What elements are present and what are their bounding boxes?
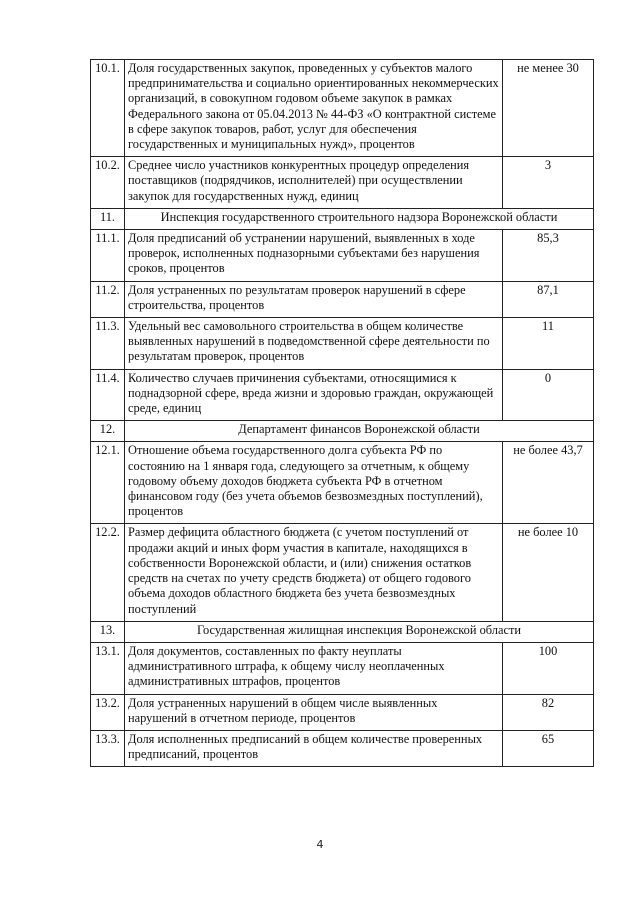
row-number: 11.1. xyxy=(91,230,125,282)
row-number: 11.2. xyxy=(91,281,125,317)
indicator-value: 65 xyxy=(503,730,594,766)
indicator-name: Доля устраненных по результатам проверок нарушений в сфере строительства, процентов xyxy=(125,281,503,317)
section-title: Государственная жилищная инспекция Воронежской области xyxy=(125,621,594,642)
indicator-name: Отношение объема государственного долга субъекта РФ по состоянию на 1 января года, следующего за отчетным, к общему годовому объему доходов бюджета субъекта РФ в отчетном финансовом году (без учета объемов безвозмездных поступлений), процентов xyxy=(125,442,503,524)
indicator-name: Удельный вес самовольного строительства в общем количестве выявленных нарушений в подведомственной сфере деятельности по результатам проверок, процентов xyxy=(125,318,503,370)
row-number: 13. xyxy=(91,621,125,642)
row-number: 13.3. xyxy=(91,730,125,766)
row-number: 11. xyxy=(91,208,125,229)
section-row xyxy=(91,621,594,642)
row-number: 10.2. xyxy=(91,157,125,209)
table-row xyxy=(91,157,594,209)
indicator-name: Среднее число участников конкурентных процедур определения поставщиков (подрядчиков, исполнителей) при осуществлении закупок для государственных нужд, единиц xyxy=(125,157,503,209)
indicator-name: Доля устраненных нарушений в общем числе выявленных нарушений в отчетном периоде, процентов xyxy=(125,694,503,730)
page-number: 4 xyxy=(316,838,324,851)
indicator-value: 11 xyxy=(503,318,594,370)
table-row xyxy=(91,230,594,282)
section-title: Департамент финансов Воронежской области xyxy=(125,421,594,442)
indicator-name: Количество случаев причинения субъектами, относящимися к поднадзорной сфере, вреда жизни и здоровью граждан, окружающей среде, единиц xyxy=(125,369,503,421)
section-row xyxy=(91,421,594,442)
indicator-value: 0 xyxy=(503,369,594,421)
indicator-value: 87,1 xyxy=(503,281,594,317)
row-number: 12.1. xyxy=(91,442,125,524)
indicator-value: не более 10 xyxy=(503,524,594,621)
row-number: 11.4. xyxy=(91,369,125,421)
table-row xyxy=(91,281,594,317)
indicator-value: 3 xyxy=(503,157,594,209)
indicator-value: 82 xyxy=(503,694,594,730)
indicator-name: Доля государственных закупок, проведенных у субъектов малого предпринимательства и социально ориентированных некоммерческих организаций, в совокупном годовом объеме закупок в рамках Федерального закона от 05.04.2013 № 44-ФЗ «О контрактной системе в сфере закупок товаров, работ, услуг для обеспечения государственных и муниципальных нужд», процентов xyxy=(125,60,503,157)
row-number: 13.1. xyxy=(91,642,125,694)
table-row xyxy=(91,694,594,730)
indicator-name: Доля документов, составленных по факту неуплаты административного штрафа, к общему числу неоплаченных административных штрафов, процентов xyxy=(125,642,503,694)
indicator-value: 85,3 xyxy=(503,230,594,282)
indicators-table xyxy=(90,59,594,767)
table-row xyxy=(91,642,594,694)
table-row xyxy=(91,730,594,766)
table-row xyxy=(91,369,594,421)
section-row xyxy=(91,208,594,229)
indicator-name: Доля предписаний об устранении нарушений, выявленных в ходе проверок, исполненных подназорными субъектами без нарушения сроков, процентов xyxy=(125,230,503,282)
row-number: 10.1. xyxy=(91,60,125,157)
table-row xyxy=(91,60,594,157)
row-number: 12. xyxy=(91,421,125,442)
row-number: 12.2. xyxy=(91,524,125,621)
row-number: 11.3. xyxy=(91,318,125,370)
indicator-value: не более 43,7 xyxy=(503,442,594,524)
table-row xyxy=(91,442,594,524)
indicator-value: 100 xyxy=(503,642,594,694)
indicator-name: Доля исполненных предписаний в общем количестве проверенных предписаний, процентов xyxy=(125,730,503,766)
table-row xyxy=(91,524,594,621)
indicator-value: не менее 30 xyxy=(503,60,594,157)
row-number: 13.2. xyxy=(91,694,125,730)
table-row xyxy=(91,318,594,370)
section-title: Инспекция государственного строительного надзора Воронежской области xyxy=(125,208,594,229)
indicators-table-body xyxy=(91,60,594,767)
indicator-name: Размер дефицита областного бюджета (с учетом поступлений от продажи акций и иных форм участия в капитале, находящихся в собственности Воронежской области, и (или) снижения остатков средств на счетах по учету средств бюджета) от общего годового объема доходов областного бюджета без учета безвозмездных поступлений xyxy=(125,524,503,621)
